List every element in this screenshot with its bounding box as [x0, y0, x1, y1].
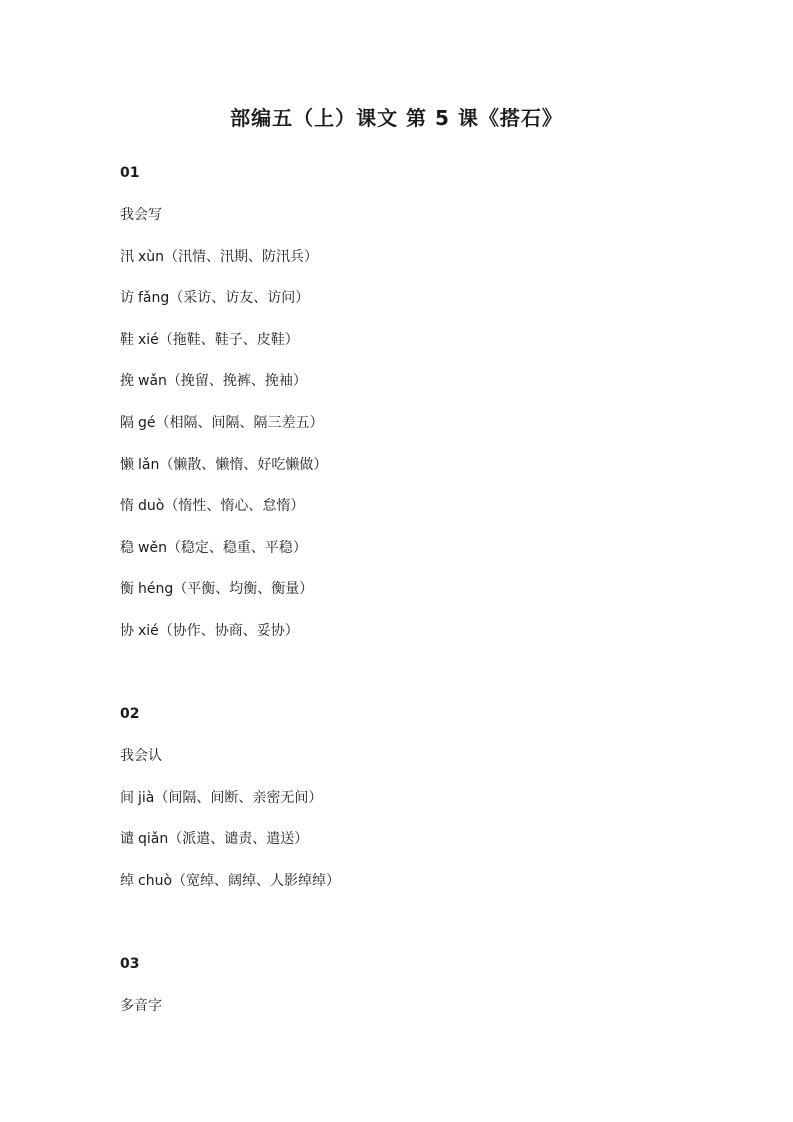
- vocab-char: 鞋: [120, 332, 134, 348]
- vocab-char: 惰: [120, 498, 134, 514]
- vocab-examples: （相隔、间隔、隔三差五）: [155, 415, 324, 431]
- vocab-item: [120, 496, 304, 516]
- vocab-examples: （采访、访友、访问）: [169, 290, 310, 306]
- section-number: 02: [120, 706, 140, 722]
- vocab-examples: （稳定、稳重、平稳）: [166, 540, 307, 556]
- vocab-item: [120, 621, 299, 641]
- section-number: 01: [120, 165, 140, 181]
- vocab-examples: （平衡、均衡、衡量）: [173, 581, 314, 597]
- vocab-char: 谴: [120, 831, 134, 847]
- vocab-char: 挽: [120, 373, 134, 389]
- vocab-item: [120, 330, 299, 350]
- vocab-char: 间: [120, 790, 134, 806]
- vocab-char: 衡: [120, 581, 134, 597]
- vocab-char: 访: [120, 290, 134, 306]
- vocab-item: [120, 829, 308, 849]
- vocab-pinyin: wěn: [138, 540, 167, 556]
- vocab-pinyin: héng: [138, 581, 174, 597]
- section-number: 03: [120, 956, 140, 972]
- vocab-item: [120, 455, 327, 475]
- vocab-examples: （协作、协商、妥协）: [158, 623, 299, 639]
- vocab-char: 懒: [120, 457, 134, 473]
- vocab-pinyin: wǎn: [138, 373, 167, 389]
- vocab-item: [120, 538, 307, 558]
- vocab-pinyin: chuò: [138, 873, 173, 889]
- vocab-char: 汛: [120, 249, 134, 265]
- vocab-item: [120, 788, 322, 808]
- vocab-pinyin: lǎn: [138, 457, 160, 473]
- section-heading: 我会写: [120, 207, 162, 223]
- vocab-examples: （汛情、汛期、防汛兵）: [164, 249, 319, 265]
- vocab-pinyin: qiǎn: [138, 831, 169, 847]
- vocab-pinyin: jià: [138, 790, 155, 806]
- vocab-examples: （拖鞋、鞋子、皮鞋）: [158, 332, 299, 348]
- vocab-char: 协: [120, 623, 134, 639]
- vocab-item: [120, 871, 340, 891]
- vocab-examples: （间隔、间断、亲密无间）: [154, 790, 323, 806]
- vocab-pinyin: duò: [138, 498, 165, 514]
- vocab-pinyin: gé: [138, 415, 156, 431]
- vocab-item: [120, 247, 318, 267]
- section-heading: 我会认: [120, 748, 162, 764]
- vocab-item: [120, 413, 324, 433]
- vocab-pinyin: xùn: [138, 249, 165, 265]
- vocab-char: 隔: [120, 415, 134, 431]
- vocab-item: [120, 371, 307, 391]
- vocab-pinyin: fǎng: [138, 290, 170, 306]
- vocab-item: [120, 579, 313, 599]
- page-title: 部编五（上）课文 第 5 课《搭石》: [230, 106, 563, 130]
- section-heading: 多音字: [120, 998, 162, 1014]
- vocab-char: 稳: [120, 540, 134, 556]
- vocab-examples: （挽留、挽裤、挽袖）: [166, 373, 307, 389]
- vocab-examples: （派遣、谴责、遣送）: [168, 831, 309, 847]
- vocab-examples: （惰性、惰心、怠惰）: [164, 498, 305, 514]
- vocab-examples: （宽绰、阔绰、人影绰绰）: [172, 873, 341, 889]
- vocab-pinyin: xié: [138, 332, 159, 348]
- vocab-char: 绰: [120, 873, 134, 889]
- vocab-pinyin: xié: [138, 623, 159, 639]
- vocab-item: [120, 288, 309, 308]
- vocab-examples: （懒散、懒惰、好吃懒做）: [159, 457, 328, 473]
